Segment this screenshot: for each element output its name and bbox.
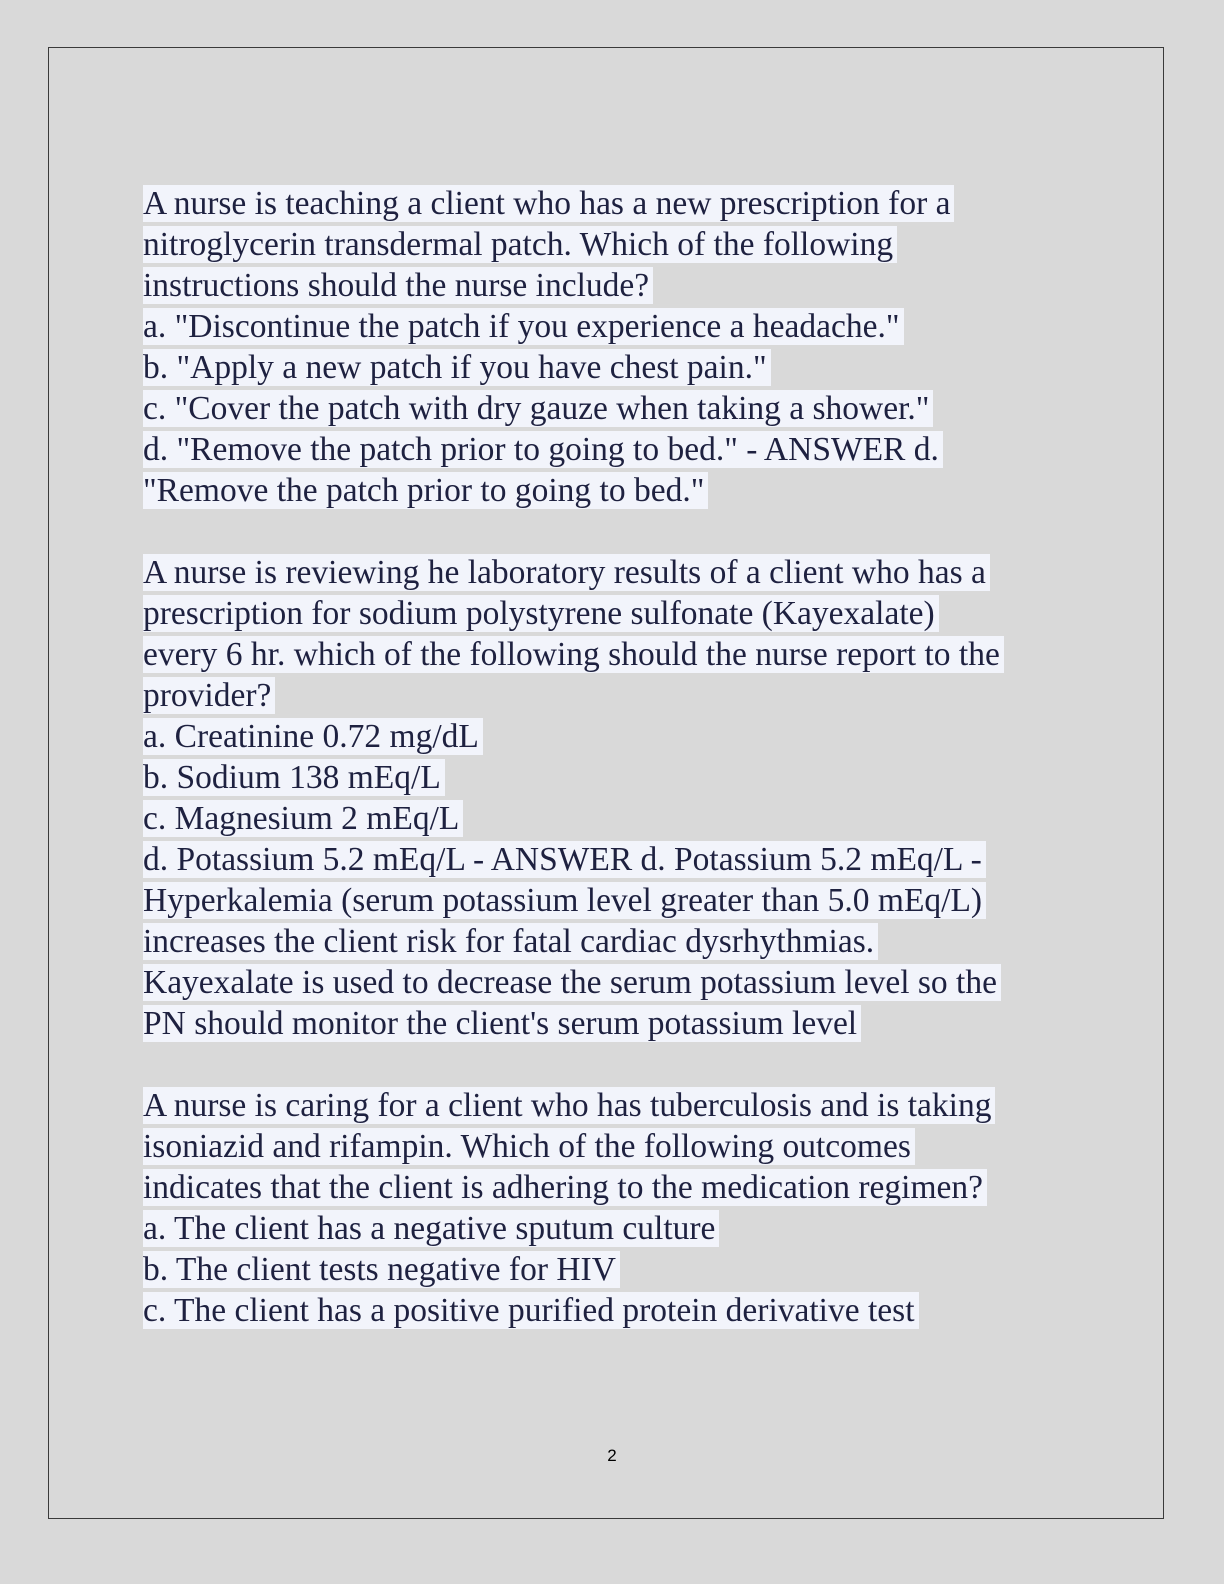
option-c: c. Magnesium 2 mEq/L [143, 798, 1083, 839]
option-c: c. The client has a positive purified protein derivative test [143, 1290, 1083, 1331]
text-line: A nurse is caring for a client who has tuberculosis and is taking [143, 1085, 1083, 1126]
option-d-answer: d. "Remove the patch prior to going to bed." - ANSWER d. [143, 429, 1083, 470]
answer-text: Kayexalate is used to decrease the serum potassium level so the [143, 962, 1083, 1003]
question-nitroglycerin [143, 183, 1083, 511]
option-a: a. Creatinine 0.72 mg/dL [143, 716, 1083, 757]
answer-text: Hyperkalemia (serum potassium level greater than 5.0 mEq/L) [143, 880, 1083, 921]
text-line: prescription for sodium polystyrene sulfonate (Kayexalate) [143, 593, 1083, 634]
option-a: a. The client has a negative sputum culture [143, 1208, 1083, 1249]
option-b: b. The client tests negative for HIV [143, 1249, 1083, 1290]
text-line: instructions should the nurse include? [143, 265, 1083, 306]
text-line: every 6 hr. which of the following should the nurse report to the [143, 634, 1083, 675]
answer-text: "Remove the patch prior to going to bed." [143, 470, 1083, 511]
text-line: isoniazid and rifampin. Which of the following outcomes [143, 1126, 1083, 1167]
answer-text: PN should monitor the client's serum potassium level [143, 1003, 1083, 1044]
text-line: A nurse is teaching a client who has a new prescription for a [143, 183, 1083, 224]
option-a: a. "Discontinue the patch if you experience a headache." [143, 306, 1083, 347]
option-b: b. "Apply a new patch if you have chest pain." [143, 347, 1083, 388]
answer-text: increases the client risk for fatal cardiac dysrhythmias. [143, 921, 1083, 962]
question-kayexalate [143, 552, 1083, 1044]
document-body [143, 183, 1083, 1372]
page-number: 2 [607, 1446, 617, 1465]
text-line: nitroglycerin transdermal patch. Which of the following [143, 224, 1083, 265]
option-b: b. Sodium 138 mEq/L [143, 757, 1083, 798]
text-line: indicates that the client is adhering to the medication regimen? [143, 1167, 1083, 1208]
option-c: c. "Cover the patch with dry gauze when taking a shower." [143, 388, 1083, 429]
question-tuberculosis [143, 1085, 1083, 1331]
text-line: A nurse is reviewing he laboratory results of a client who has a [143, 552, 1083, 593]
text-line: provider? [143, 675, 1083, 716]
option-d-answer: d. Potassium 5.2 mEq/L - ANSWER d. Potassium 5.2 mEq/L - [143, 839, 1083, 880]
